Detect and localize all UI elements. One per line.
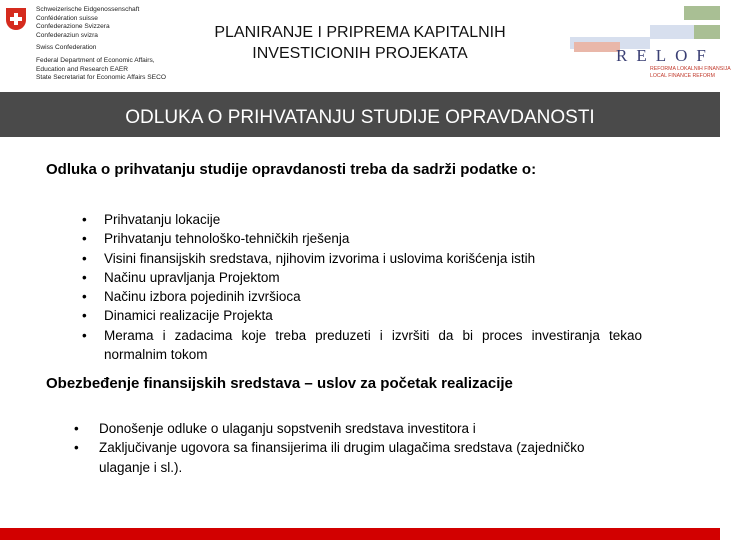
bullet-icon: • (82, 308, 87, 324)
swiss-logo-line: Schweizerische Eidgenossenschaft (36, 6, 140, 13)
list-item (74, 438, 614, 477)
relof-subtitle-line2: LOCAL FINANCE REFORM (650, 73, 715, 79)
swiss-logo-line: Federal Department of Economic Affairs, (36, 56, 155, 64)
swiss-logo-line: Confederazione Svizzera (36, 23, 110, 31)
logo-block (694, 25, 720, 39)
list-item (74, 419, 614, 438)
swiss-logo-line: Confederaziun svizra (36, 31, 98, 39)
intro-heading: Odluka o prihvatanju studije opravdanosti treba da sadrži podatke o: (46, 161, 537, 178)
slide-title-banner (0, 92, 720, 137)
list-item-text: Prihvatanju lokacije (104, 212, 221, 227)
list-item-text: Merama i zadacima koje treba preduzeti i izvršiti da bi proces investiranja tekao normalnim tokom (104, 327, 642, 363)
list-item (82, 326, 642, 365)
list-item-text: Visini finansijskih sredstava, njihovim izvorima i uslovima korišćenja istih (104, 250, 536, 266)
bullet-icon: • (74, 440, 79, 456)
list-item-text: Prihvatanju tehnološko-tehničkih rješenja (104, 231, 350, 247)
bullet-icon: • (74, 421, 79, 436)
relof-brand-name: RELOF (616, 46, 715, 65)
decision-contents-list (82, 210, 642, 364)
bullet-icon: • (82, 327, 87, 343)
swiss-cross-icon (6, 8, 26, 30)
presentation-title (168, 22, 552, 64)
slide-title: ODLUKA O PRIHVATANJU STUDIJE OPRAVDANOSTI (125, 107, 595, 128)
bullet-icon: • (82, 212, 87, 227)
list-item-text: Dinamici realizacije Projekta (104, 308, 273, 324)
swiss-logo-line: Education and Research EAER (36, 65, 129, 73)
relof-logo (566, 0, 731, 88)
bullet-icon: • (82, 250, 87, 266)
list-item (82, 249, 642, 268)
swiss-logo-text (36, 6, 176, 83)
bullet-icon: • (82, 269, 87, 285)
swiss-logo-line: State Secretariat for Economic Affairs SECO (36, 74, 166, 82)
logo-block (684, 6, 720, 20)
financing-heading: Obezbeđenje finansijskih sredstava – uslov za početak realizacije (46, 375, 513, 392)
list-item (82, 306, 642, 325)
swiss-logo-line: Confédération suisse (36, 14, 98, 22)
list-item (82, 229, 642, 248)
list-item-text: Načinu izbora pojedinih izvršioca (104, 289, 301, 305)
list-item (82, 287, 642, 306)
presentation-title-line2: INVESTICIONIH PROJEKATA (252, 45, 468, 62)
bullet-icon: • (82, 289, 87, 305)
relof-subtitle (650, 66, 731, 80)
list-item-text: Donošenje odluke o ulaganju sopstvenih sredstava investitora i (99, 421, 476, 436)
logo-block (574, 42, 620, 52)
footer-bar (0, 528, 720, 540)
financing-list (74, 419, 614, 477)
list-item (82, 268, 642, 287)
swiss-confederation-logo (6, 6, 176, 86)
list-item-text: Zaključivanje ugovora sa finansijerima ili drugim ulagačima sredstava (zajedničko ulaganje i sl.). (99, 440, 585, 475)
swiss-logo-line: Swiss Confederation (36, 44, 97, 52)
list-item-text: Načinu upravljanja Projektom (104, 269, 280, 285)
list-item (82, 210, 642, 229)
presentation-title-line1: PLANIRANJE I PRIPREMA KAPITALNIH (214, 24, 506, 41)
bullet-icon: • (82, 231, 87, 247)
relof-subtitle-line1: REFORMA LOKALNIH FINANSIJA (650, 66, 731, 72)
logo-block (650, 25, 694, 39)
